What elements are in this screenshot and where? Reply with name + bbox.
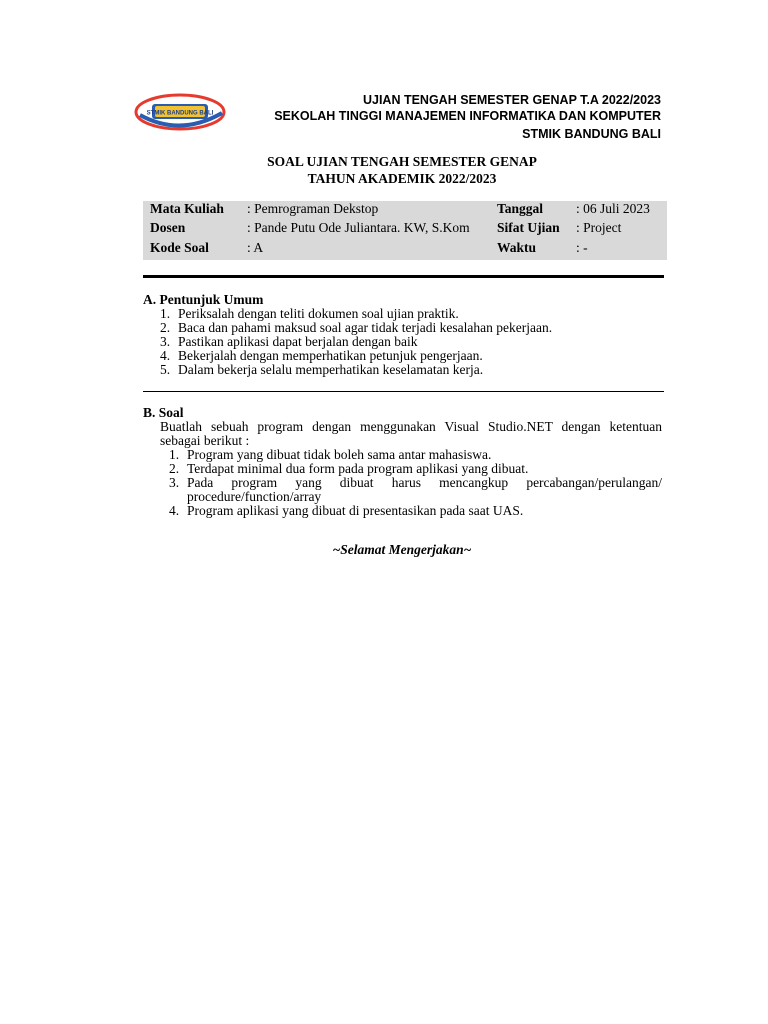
thin-divider	[143, 391, 664, 392]
dosen-value: : Pande Putu Ode Juliantara. KW, S.Kom	[247, 220, 470, 235]
list-item: Program yang dibuat tidak boleh sama antar mahasiswa.	[187, 447, 492, 462]
tanggal-label: Tanggal	[497, 201, 544, 216]
list-item-number: 4.	[160, 348, 171, 363]
mata-kuliah-value: : Pemrograman Dekstop	[247, 201, 379, 216]
section-b-heading: B. Soal	[143, 405, 184, 420]
list-item-number: 1.	[160, 306, 171, 321]
thick-divider	[143, 275, 664, 278]
list-item-number: 2.	[169, 461, 180, 476]
section-b-intro-cont: sebagai berikut :	[160, 433, 250, 448]
closing-message: ~Selamat Mengerjakan~	[332, 542, 472, 557]
mata-kuliah-label: Mata Kuliah	[150, 201, 224, 216]
list-item: Program aplikasi yang dibuat di presentasikan pada saat UAS.	[187, 503, 524, 518]
doc-title: SOAL UJIAN TENGAH SEMESTER GENAP	[267, 154, 537, 169]
sifat-ujian-label: Sifat Ujian	[497, 220, 560, 235]
header-exam-title: UJIAN TENGAH SEMESTER GENAP T.A 2022/2023	[362, 93, 661, 107]
section-b-intro: Buatlah sebuah program dengan menggunakan Visual Studio.NET dengan ketentuan	[160, 419, 662, 434]
list-item: Terdapat minimal dua form pada program aplikasi yang dibuat.	[187, 461, 529, 476]
list-item: Dalam bekerja selalu memperhatikan keselamatan kerja.	[178, 362, 484, 377]
list-item: Pada program yang dibuat harus mencangkup percabangan/perulangan/	[187, 475, 662, 490]
list-item-number: 5.	[160, 362, 171, 377]
sifat-ujian-value: : Project	[576, 220, 622, 235]
list-item: Bekerjalah dengan memperhatikan petunjuk pengerjaan.	[178, 348, 483, 363]
kode-soal-value: : A	[247, 240, 264, 255]
section-a-heading: A. Pentunjuk Umum	[143, 292, 264, 307]
header-campus: STMIK BANDUNG BALI	[522, 127, 661, 141]
list-item-cont: procedure/function/array	[187, 489, 322, 504]
list-item: Baca dan pahami maksud soal agar tidak terjadi kesalahan pekerjaan.	[178, 320, 553, 335]
list-item-number: 3.	[160, 334, 171, 349]
waktu-label: Waktu	[497, 240, 537, 255]
header-institution: SEKOLAH TINGGI MANAJEMEN INFORMATIKA DAN KOMPUTER	[274, 109, 661, 123]
waktu-value: : -	[576, 240, 588, 255]
list-item-number: 4.	[169, 503, 180, 518]
list-item-number: 3.	[169, 475, 180, 490]
stmik-logo	[134, 93, 226, 131]
list-item-number: 1.	[169, 447, 180, 462]
kode-soal-label: Kode Soal	[150, 240, 209, 255]
list-item: Periksalah dengan teliti dokumen soal ujian praktik.	[178, 306, 459, 321]
doc-subtitle: TAHUN AKADEMIK 2022/2023	[307, 171, 497, 186]
list-item-number: 2.	[160, 320, 171, 335]
list-item: Pastikan aplikasi dapat berjalan dengan baik	[178, 334, 418, 349]
tanggal-value: : 06 Juli 2023	[576, 201, 650, 216]
dosen-label: Dosen	[150, 220, 186, 235]
logo-text: STMIK BANDUNG BALI	[146, 110, 214, 117]
